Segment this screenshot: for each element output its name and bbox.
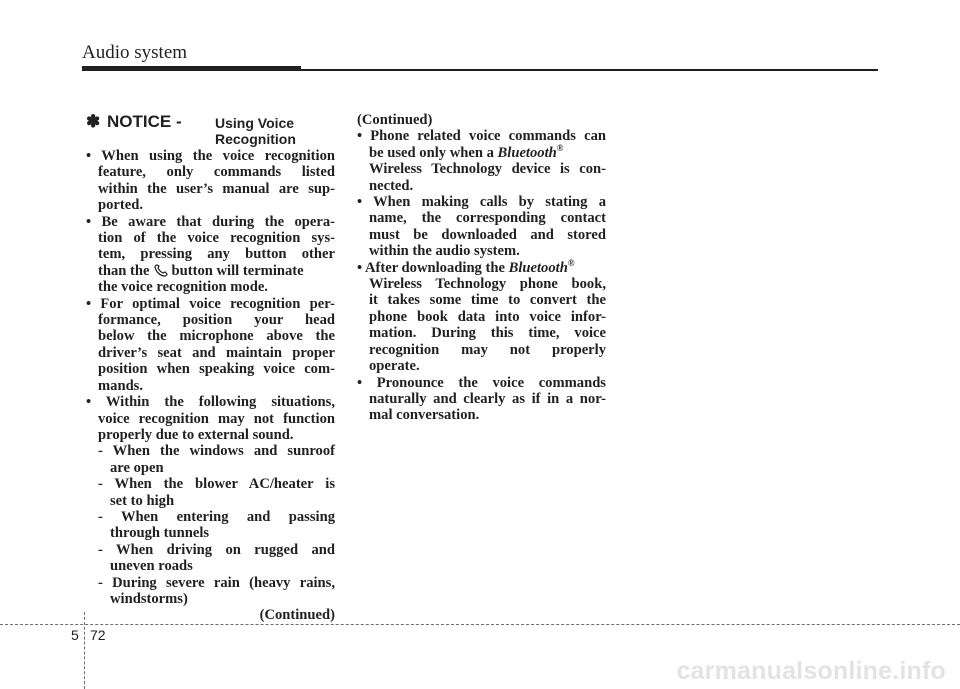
registered-mark: ®	[556, 142, 564, 153]
section-title: Audio system	[82, 42, 188, 63]
bullet-optimal-performance: • For optimal voice recognition per- formance, position your head below the microphone above the driver’s seat and maintain proper position when speaking voice com- mands.	[86, 295, 335, 394]
notice-star-icon: ✽	[86, 112, 101, 131]
dash-windows-open: - When the windows and sunroof are open	[98, 443, 335, 476]
dash-severe-rain: - During severe rain (heavy rains, windstorms)	[98, 574, 335, 607]
bullet-external-sound: • Within the following situations, voice recognition may not function properly due to external sound.	[86, 394, 335, 443]
section-number: 5	[71, 627, 79, 643]
footer-divider	[84, 612, 85, 689]
notice-label: NOTICE -	[107, 112, 182, 131]
dash-rugged-roads: - When driving on rugged and uneven roads	[98, 541, 335, 575]
page-number: 72	[90, 627, 106, 643]
icon-line: than the button will terminate	[98, 262, 304, 279]
notice-subtitle-line1: Using Voice	[215, 115, 295, 131]
right-column	[357, 112, 606, 424]
dash-tunnels: - When entering and passing through tunnels	[98, 508, 335, 542]
notice-subtitle-line2: Recognition	[215, 131, 296, 147]
footer-rule	[0, 624, 960, 625]
bullet-supported-commands: • When using the voice recognition feature, only commands listed within the user’s manual are sup- ported.	[86, 148, 335, 214]
notice-heading	[86, 112, 335, 148]
dash-blower-high: - When the blower AC/heater is set to high	[98, 476, 335, 509]
header-rule-thin	[301, 69, 878, 71]
bluetooth-term: Bluetooth	[508, 259, 568, 276]
registered-mark: ®	[567, 257, 575, 268]
bullet-phone-commands: • Phone related voice commands can be used only when a Bluetooth® Wireless Technology device is con- nected.	[357, 128, 606, 194]
phone-hangup-icon	[154, 264, 168, 277]
watermark: carmanualsonline.info	[676, 657, 946, 685]
bullet-calling-by-name: • When making calls by stating a name, the corresponding contact must be downloaded and stored within the audio system.	[357, 194, 606, 260]
bluetooth-term: Bluetooth	[497, 144, 557, 161]
bullet-phone-book-download: • After downloading the Bluetooth® Wireless Technology phone book, it takes some time to convert the phone book data into voice infor- mation. During this time, voice recognition may not properly operate.	[357, 257, 606, 375]
left-column	[86, 112, 335, 624]
continued-heading: (Continued)	[357, 112, 433, 128]
continued-label: (Continued)	[259, 607, 335, 624]
bullet-button-terminate: • Be aware that during the opera- tion of the voice recognition sys- tem, pressing any button other than the button will terminate the voice recognition mode.	[86, 213, 335, 296]
bullet-pronounce: • Pronounce the voice commands naturally and clearly as if in a nor- mal conversation.	[357, 374, 606, 424]
header-rule-thick	[82, 66, 301, 71]
